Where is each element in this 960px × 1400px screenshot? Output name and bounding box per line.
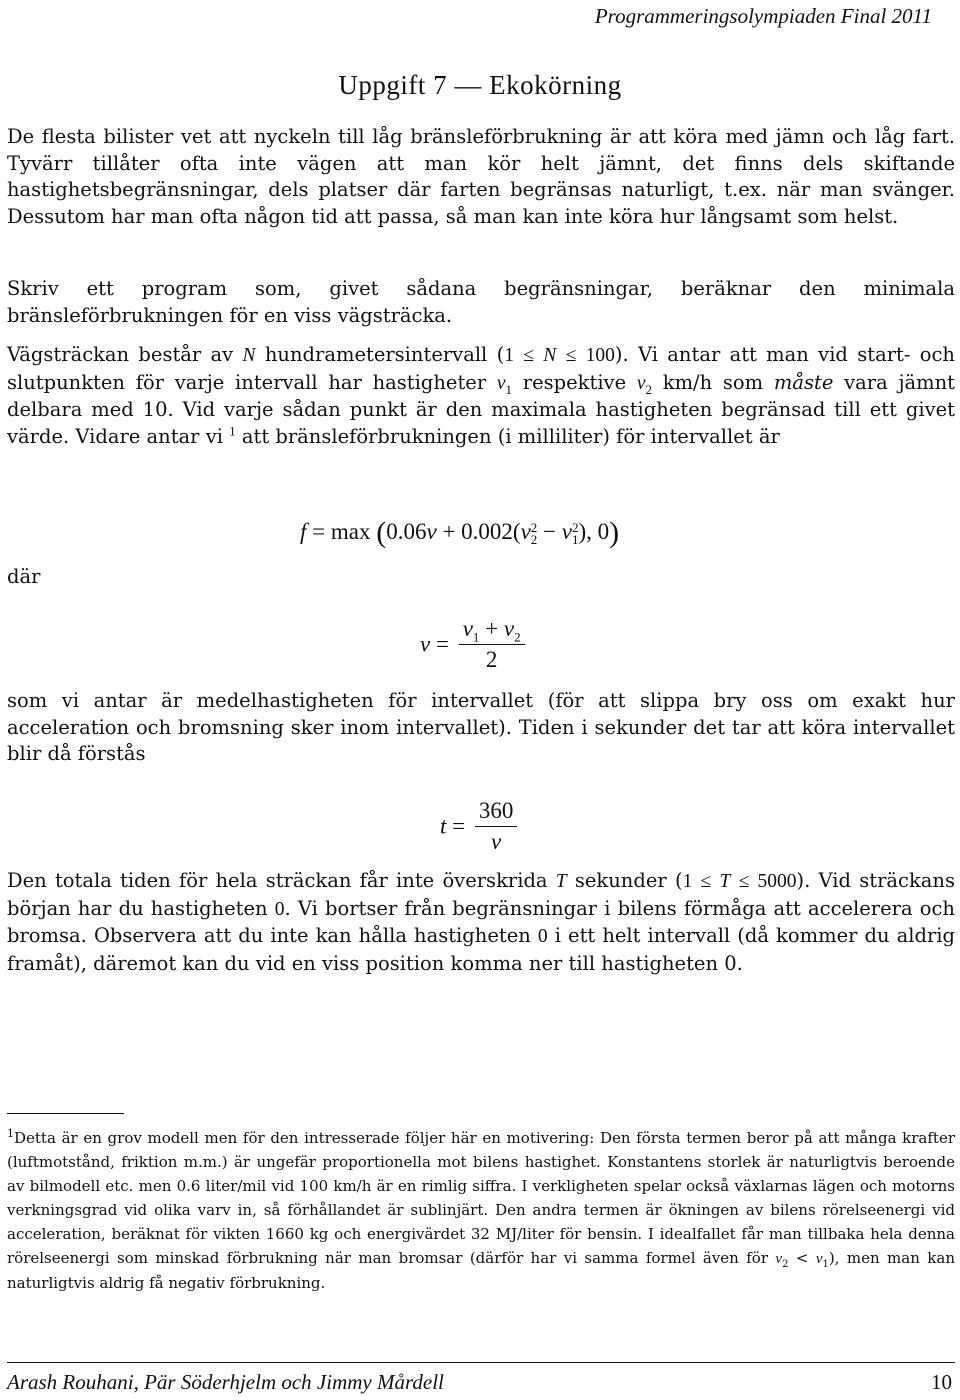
footnote-mark: 1 — [7, 1127, 14, 1140]
speed-fraction: $\frac{v_1 + v_2}{2}$ — [459, 616, 525, 673]
footnote-reference: 1 — [229, 423, 236, 438]
intro-paragraph-block — [7, 124, 955, 230]
time-fraction: $\frac{360}{v}$ — [475, 798, 518, 855]
constraints-paragraph-block — [7, 342, 955, 450]
time-limit-paragraph: Den totala tiden för hela sträckan får inte överskrida T sekunder (1 ≤ T ≤ 5000). Vid sträckans början har du hastigheten 0. Vi bortser från begränsningar i bilens förmåga att accelerera och bromsa. Observera att du inte kan hålla hastigheten 0 i ett helt intervall (då kommer du aldrig framåt), däremot kan du vid en viss position komma ner till hastigheten 0. — [7, 869, 956, 975]
footnote: $^1$Detta är en grov modell men för den intresserade följer här en motivering: Den första termen beror på att många krafter (luftmotstånd, friktion m.m.) är ungefär proportionella mot bilens hastighet. Konstantens storlek är naturligtvis beroende av bilmodell etc. men 0.6 liter/mil vid 100 km/h är en rimlig siffra. I verkligheten spelar också växlarnas lägen och motorns verkningsgrad vid olika varv in, så förhållandet är sublinjärt. Den andra termen är ökningen av bilens rörelseenergi vid acceleration, beräknat för vikten 1660 kg och energivärdet 32 MJ/liter för bensin. I idealfallet får man tillbaka hela denna rörelseenergi som minskad förbrukning när man bromsar (därför har vi samma formel även för $v_2 < v_1$), men man kan naturligtvis aldrig få negativ förbrukning. — [7, 1127, 955, 1292]
footer-authors: Arash Rouhani, Pär Söderhjelm och Jimmy Mårdell — [7, 1370, 444, 1394]
footer-divider — [7, 1362, 955, 1363]
average-speed-formula: v = $\frac{v_1 + v_2}{2}$ — [420, 616, 529, 673]
footnote-divider — [7, 1113, 124, 1114]
intro-paragraph: De flesta bilister vet att nyckeln till låg bränsleförbrukning är att köra med jämn och låg fart. Tyvärr tillåter ofta inte vägen att man kör helt jämnt, det finns dels skiftande hastighetsbegränsningar, dels platser där farten begränsas naturligt, t.ex. när man svänger. Dessutom har man ofta någon tid att passa, så man kan inte köra hur långsamt som helst. — [7, 125, 955, 228]
fuel-formula: f = max (0.06v + 0.002(v 2 2 − v 2 1 ), 0) — [300, 516, 620, 549]
task-paragraph-block — [7, 276, 955, 329]
page-number: 10 — [931, 1370, 952, 1394]
task-paragraph: Skriv ett program som, givet sådana begränsningar, beräknar den minimala bränsleförbrukningen för en viss vägsträcka. — [7, 277, 955, 327]
running-header: Programmeringsolympiaden Final 2011 — [594, 4, 932, 28]
problem-title: Uppgift 7 — Ekokörning — [338, 70, 622, 100]
constraints-paragraph: Vägsträckan består av N hundrametersintervall (1 ≤ N ≤ 100). Vi antar att man vid start- och slutpunkten för varje intervall har hastigheter $v_1$ respektive $v_2$ km/h som måste vara jämnt delbara med 10. Vid varje sådan punkt är den maximala hastigheten begränsad till ett givet värde. Vidare antar vi $^1$ att bränsleförbrukningen (i milliliter) för intervallet är — [7, 343, 956, 448]
interval-paragraph: som vi antar är medelhastigheten för intervallet (för att slippa bry oss om exakt hur acceleration och bromsning sker inom intervallet). Tiden i sekunder det tar att köra intervallet blir då förstås — [7, 689, 955, 765]
dar-label: där — [7, 565, 41, 588]
time-formula: t = $\frac{360}{v}$ — [440, 798, 521, 855]
time-limit-paragraph-block — [7, 868, 955, 977]
emphasis-maste: måste — [773, 370, 834, 394]
interval-paragraph-block — [7, 688, 955, 768]
